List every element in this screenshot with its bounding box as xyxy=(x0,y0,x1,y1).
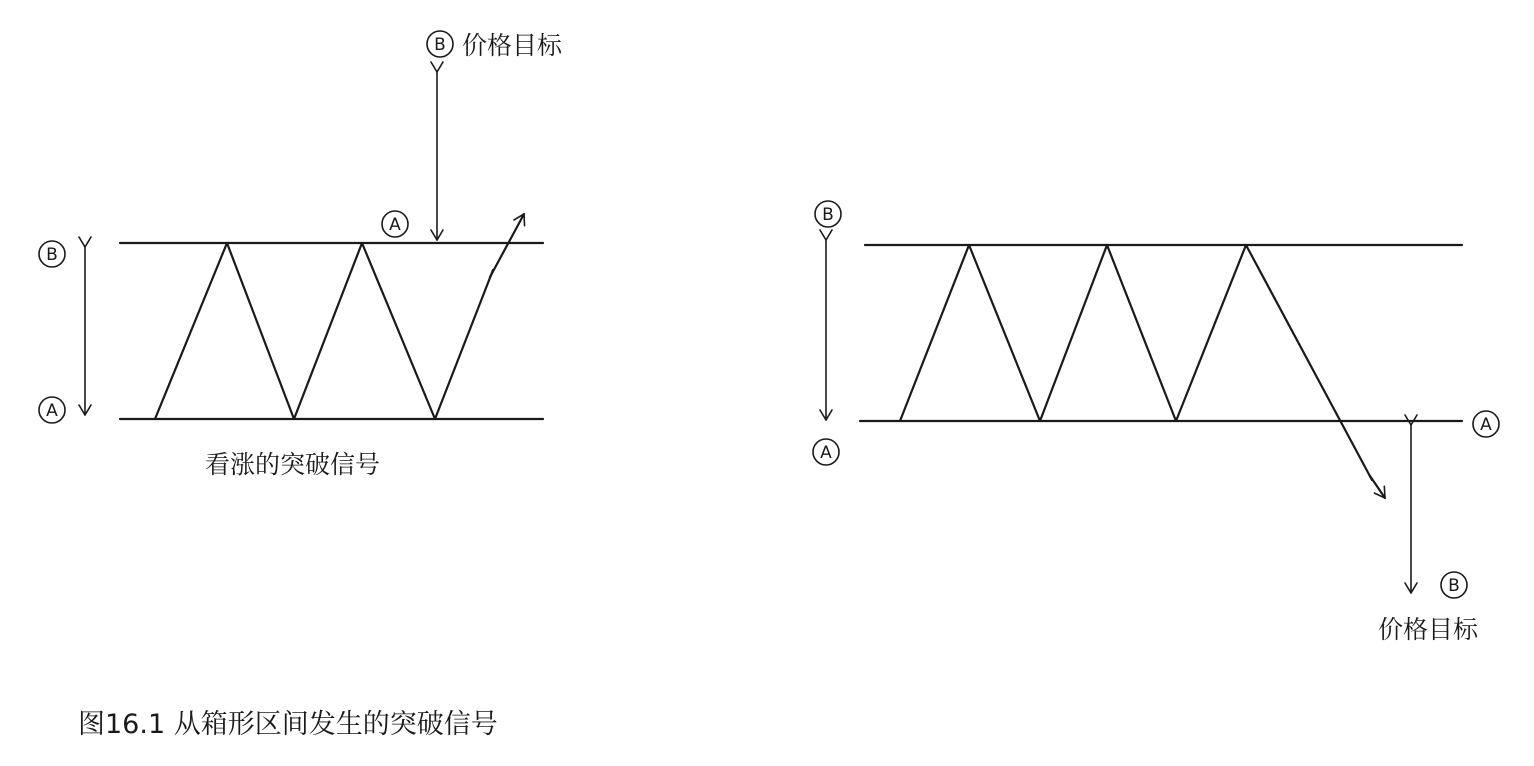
svg-text:B: B xyxy=(1448,576,1460,596)
figure-caption: 图16.1 从箱形区间发生的突破信号 xyxy=(78,709,498,740)
right-panel xyxy=(813,201,1499,644)
left-marker-B-side xyxy=(39,241,65,267)
right-marker-A-side xyxy=(813,439,839,465)
right-marker-B-side xyxy=(815,201,841,227)
left-marker-A-breakout xyxy=(382,211,408,237)
left-panel xyxy=(39,31,563,479)
right-breakout-arrow xyxy=(1370,476,1385,498)
left-marker-A-side xyxy=(39,397,65,423)
svg-text:A: A xyxy=(1480,415,1492,435)
right-price-target-label: 价格目标 xyxy=(1378,615,1479,644)
svg-text:A: A xyxy=(820,443,832,463)
left-zigzag-price-path xyxy=(155,243,493,419)
svg-text:B: B xyxy=(822,205,834,225)
right-marker-B-target xyxy=(1441,572,1467,598)
svg-text:B: B xyxy=(434,35,446,55)
svg-text:B: B xyxy=(46,245,58,265)
left-bullish-breakout-label: 看涨的突破信号 xyxy=(205,450,381,479)
left-marker-B-target xyxy=(427,31,453,57)
svg-text:A: A xyxy=(389,215,401,235)
right-marker-A-breakout xyxy=(1473,411,1499,437)
right-zigzag-price-path xyxy=(900,245,1372,480)
left-breakout-arrow xyxy=(490,214,524,277)
svg-text:A: A xyxy=(46,401,58,421)
left-price-target-label: 价格目标 xyxy=(462,31,563,60)
